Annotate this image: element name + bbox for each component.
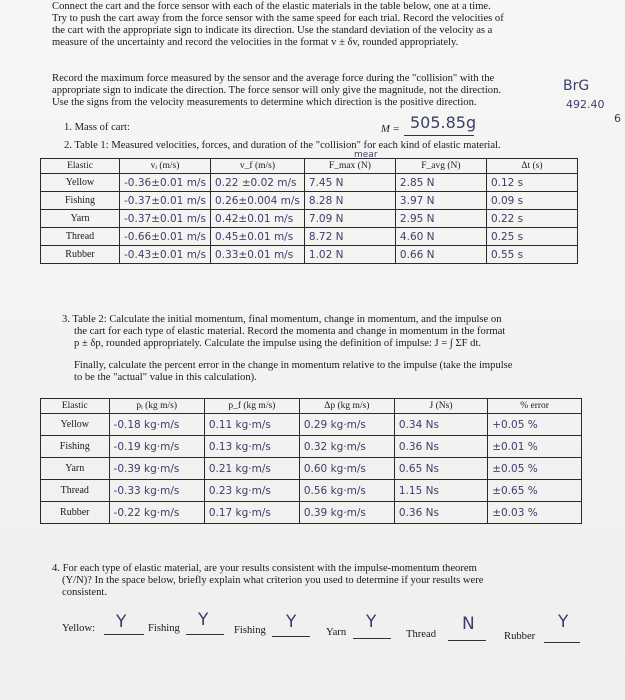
cell-pi: -0.19 kg·m/s: [109, 436, 204, 458]
cell-pf: 0.13 kg·m/s: [204, 436, 299, 458]
cell-fmax: 8.72 N: [304, 228, 395, 246]
t1-h-dt: Δt (s): [486, 159, 577, 174]
cell-pi: -0.22 kg·m/s: [109, 502, 204, 524]
t2-h-pf: p_f (kg m/s): [204, 399, 299, 414]
row-label: Thread: [41, 480, 110, 502]
q3-line-4: Finally, calculate the percent error in the change in momentum relative to the impulse (take the impulse: [74, 360, 513, 371]
answer-fishing1-label: Fishing: [148, 623, 180, 634]
cell-fmax: 7.09 N: [304, 210, 395, 228]
table1-header: [41, 159, 578, 174]
record-line-1: Record the maximum force measured by the sensor and the average force during the "collision" with the: [52, 73, 495, 84]
t1-h-vi: vᵢ (m/s): [120, 159, 211, 174]
row-label: Rubber: [41, 502, 110, 524]
cell-err: ±0.65 %: [488, 480, 582, 502]
answer-thread-value: N: [462, 614, 475, 634]
intro-line-1: Connect the cart and the force sensor with each of the elastic materials in the table below, one at a time.: [52, 1, 491, 12]
answer-fishing2-line: [272, 636, 310, 637]
cell-pf: 0.11 kg·m/s: [204, 414, 299, 436]
intro-line-4: measure of the uncertainty and record the velocities in the format v ± δv, rounded appropriately.: [52, 37, 459, 48]
row-label: Yellow: [41, 414, 110, 436]
t1-h-elastic: Elastic: [41, 159, 120, 174]
answer-yellow-label: Yellow:: [62, 623, 96, 634]
cell-pf: 0.17 kg·m/s: [204, 502, 299, 524]
answer-fishing2-value: Y: [286, 612, 297, 632]
q1-label: 1. Mass of cart:: [64, 122, 130, 133]
table-row: [41, 210, 578, 228]
cell-dp: 0.32 kg·m/s: [299, 436, 394, 458]
cell-favg: 2.95 N: [395, 210, 486, 228]
q2-label: 2. Table 1: Measured velocities, forces, and duration of the "collision" for each kind of elastic material.: [64, 140, 501, 151]
t2-h-pi: pᵢ (kg m/s): [109, 399, 204, 414]
row-label: Yarn: [41, 210, 120, 228]
table1: [40, 158, 578, 264]
cell-fmax: 8.28 N: [304, 192, 395, 210]
answer-fishing2-label: Fishing: [234, 625, 266, 636]
table2: [40, 398, 582, 524]
q3-line-1: 3. Table 2: Calculate the initial momentum, final momentum, change in momentum, and the impulse on: [62, 314, 502, 325]
cell-dp: 0.60 kg·m/s: [299, 458, 394, 480]
q4-line-2: (Y/N)? In the space below, briefly explain what criterion you used to determine if your results were: [62, 575, 484, 586]
mass-answer-line: [404, 135, 474, 136]
cell-j: 0.36 Ns: [394, 436, 487, 458]
t1-h-favg: F_avg (N): [395, 159, 486, 174]
table-row: [41, 192, 578, 210]
cell-err: ±0.05 %: [488, 458, 582, 480]
cell-dt: 0.55 s: [486, 246, 577, 264]
cell-fmax: 1.02 N: [304, 246, 395, 264]
answer-rubber-line: [544, 642, 580, 643]
t1-h-vf: v_f (m/s): [211, 159, 305, 174]
cell-vf: 0.22 ±0.02 m/s: [211, 174, 305, 192]
answer-yarn-label: Yarn: [326, 627, 347, 638]
cell-j: 1.15 Ns: [394, 480, 487, 502]
cell-fmax: 7.45 N: [304, 174, 395, 192]
cell-j: 0.36 Ns: [394, 502, 487, 524]
cell-vf: 0.26±0.004 m/s: [211, 192, 305, 210]
margin-note-3: 6: [614, 112, 621, 125]
cell-pi: -0.33 kg·m/s: [109, 480, 204, 502]
cell-favg: 0.66 N: [395, 246, 486, 264]
cell-pi: -0.39 kg·m/s: [109, 458, 204, 480]
record-line-2: appropriate sign to indicate the direction. The force sensor will only give the magnitude, not the direction.: [52, 85, 502, 96]
cell-vi: -0.43±0.01 m/s: [120, 246, 211, 264]
t2-h-err: % error: [488, 399, 582, 414]
cell-pf: 0.21 kg·m/s: [204, 458, 299, 480]
mass-symbol: M =: [381, 124, 400, 135]
cell-dp: 0.39 kg·m/s: [299, 502, 394, 524]
table-row: [41, 174, 578, 192]
answer-thread-label: Thread: [406, 629, 436, 640]
answer-rubber-value: Y: [558, 612, 569, 632]
table-row: [41, 480, 582, 502]
row-label: Thread: [41, 228, 120, 246]
cell-vf: 0.33±0.01 m/s: [211, 246, 305, 264]
cell-favg: 3.97 N: [395, 192, 486, 210]
cell-vi: -0.66±0.01 m/s: [120, 228, 211, 246]
row-label: Yarn: [41, 458, 110, 480]
cell-dt: 0.09 s: [486, 192, 577, 210]
answer-fishing1-value: Y: [198, 610, 209, 630]
cell-j: 0.34 Ns: [394, 414, 487, 436]
table-row: [41, 414, 582, 436]
t1-h-fmax: F_max (N): [304, 159, 395, 174]
answer-thread-line: [448, 640, 486, 641]
answer-rubber-label: Rubber: [504, 631, 536, 642]
answer-yellow-value: Y: [116, 612, 127, 632]
t2-h-dp: Δp (kg m/s): [299, 399, 394, 414]
answer-yarn-line: [353, 638, 391, 639]
row-label: Rubber: [41, 246, 120, 264]
q4-line-1: 4. For each type of elastic material, are your results consistent with the impulse-momentum theorem: [52, 563, 477, 574]
cell-j: 0.65 Ns: [394, 458, 487, 480]
mean-note: mear: [354, 150, 378, 160]
cell-favg: 4.60 N: [395, 228, 486, 246]
cell-err: ±0.01 %: [488, 436, 582, 458]
t2-h-j: J (Ns): [394, 399, 487, 414]
intro-line-2: Try to push the cart away from the force sensor with the same speed for each trial. Record the velocities of: [52, 13, 504, 24]
table-row: [41, 458, 582, 480]
q3-line-3: p ± δp, rounded appropriately. Calculate the impulse using the definition of impulse: J = ∫ ΣF dt.: [74, 338, 482, 349]
q3-line-2: the cart for each type of elastic material. Record the momenta and change in momentum in the format: [74, 326, 506, 337]
row-label: Yellow: [41, 174, 120, 192]
cell-dt: 0.22 s: [486, 210, 577, 228]
cell-err: +0.05 %: [488, 414, 582, 436]
record-line-3: Use the signs from the velocity measurements to determine which direction is the positive direction.: [52, 97, 477, 108]
cell-pf: 0.23 kg·m/s: [204, 480, 299, 502]
cell-vi: -0.37±0.01 m/s: [120, 192, 211, 210]
q4-line-3: consistent.: [62, 587, 108, 598]
margin-note-2: 492.40: [566, 98, 605, 111]
table-row: [41, 436, 582, 458]
cell-vi: -0.37±0.01 m/s: [120, 210, 211, 228]
row-label: Fishing: [41, 436, 110, 458]
cell-vi: -0.36±0.01 m/s: [120, 174, 211, 192]
answer-fishing1-line: [186, 634, 224, 635]
cell-vf: 0.42±0.01 m/s: [211, 210, 305, 228]
cell-dp: 0.56 kg·m/s: [299, 480, 394, 502]
table-row: [41, 502, 582, 524]
margin-note-1: BrG: [563, 78, 590, 94]
intro-line-3: the cart with the appropriate sign to indicate its direction. Use the standard deviation of the velocity as a: [52, 25, 493, 36]
cell-dt: 0.25 s: [486, 228, 577, 246]
cell-pi: -0.18 kg·m/s: [109, 414, 204, 436]
cell-favg: 2.85 N: [395, 174, 486, 192]
answer-yellow-line: [104, 634, 144, 635]
table-row: [41, 246, 578, 264]
row-label: Fishing: [41, 192, 120, 210]
table-row: [41, 228, 578, 246]
cell-err: ±0.03 %: [488, 502, 582, 524]
answer-yarn-value: Y: [366, 612, 377, 632]
t2-h-elastic: Elastic: [41, 399, 110, 414]
cell-dt: 0.12 s: [486, 174, 577, 192]
mass-value: 505.85g: [410, 113, 477, 132]
q3-line-5: to be the "actual" value in this calculation).: [74, 372, 257, 383]
cell-vf: 0.45±0.01 m/s: [211, 228, 305, 246]
table2-header: [41, 399, 582, 414]
cell-dp: 0.29 kg·m/s: [299, 414, 394, 436]
